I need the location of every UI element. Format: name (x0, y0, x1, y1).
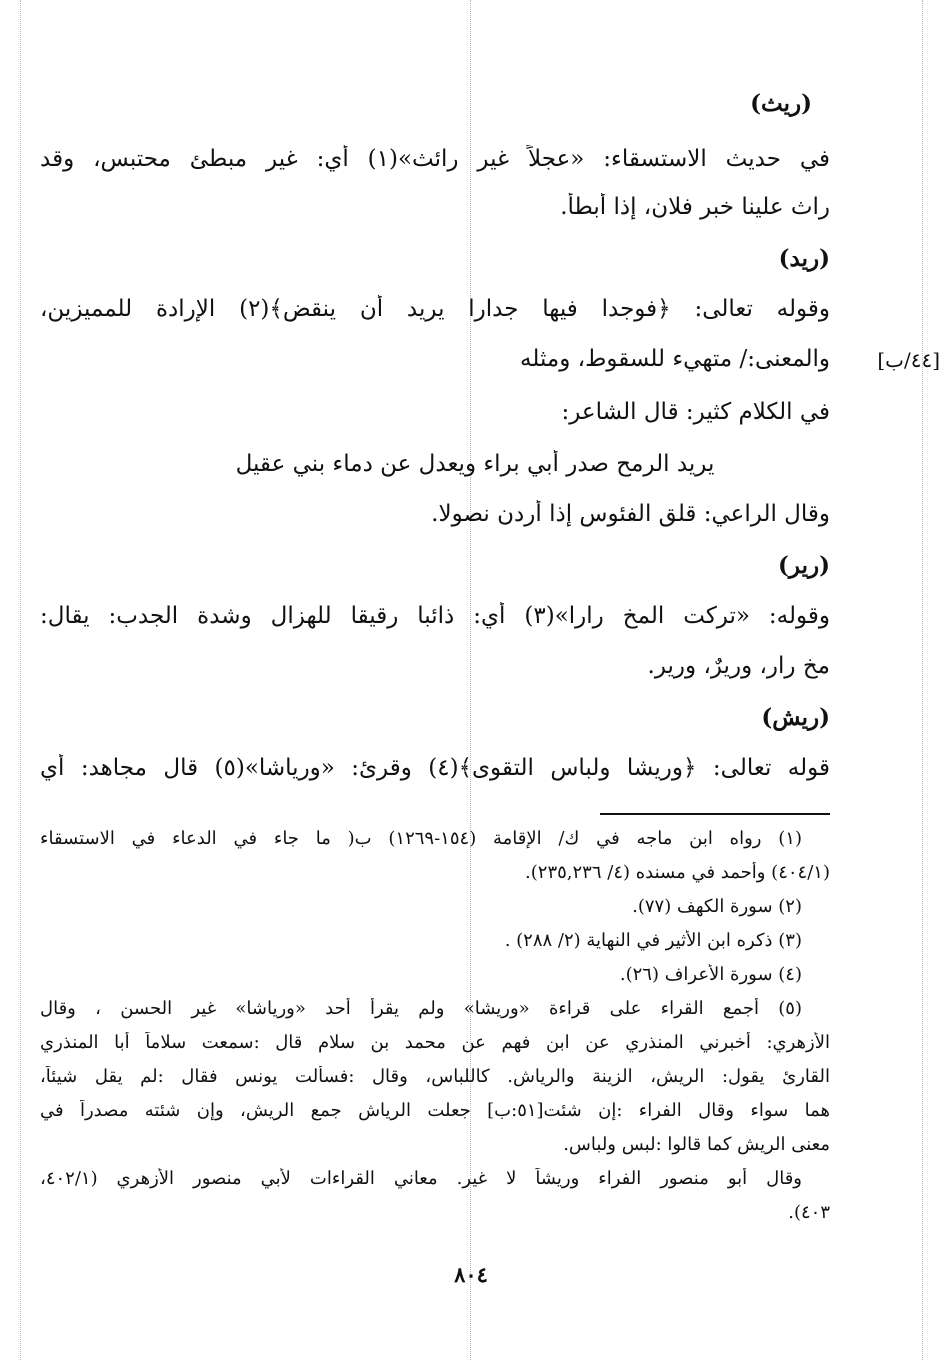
footnotes (40, 828, 830, 1236)
entry-line: في الكلام كثير: قال الشاعر: (561, 399, 830, 425)
footnote-line: (١) رواه ابن ماجه في ك/ الإقامة (١٥٤-١٢٦٩) ب( ما جاء في الدعاء في الاستسقاء (40, 828, 802, 849)
footnote-line: هما سواء وقال الفراء :إن شئت[٥١:ب] جعلت الرياش جمع الريش، وإن شئته مصدراً في (40, 1100, 830, 1121)
entry-reeth (40, 90, 830, 117)
entry-line: مخ رار، وريرٌ، ورير. (647, 653, 830, 679)
entry-line: قوله تعالى: ﴿وريشا ولباس التقوى﴾(٤) وقرئ: «ورياشا»(٥) قال مجاهد: أي (40, 755, 830, 781)
footnote-line: القارئ يقول: الريش، الزينة والرياش. كاللباس، وقال :فسألت يونس فقال :لم يقل شيئاً، (40, 1066, 830, 1087)
margin-note: [٤٤/ب] (877, 348, 940, 372)
footnote-line: (٣) ذكره ابن الأثير في النهاية (٢/ ٢٨٨) . (504, 930, 802, 951)
footnote-line: (٤٠٤/١) وأحمد في مسنده (٤/ ٢٣٥,٢٣٦). (525, 862, 830, 883)
footnote-separator (600, 813, 830, 815)
poetry-verse: يريد الرمح صدر أبي براء ويعدل عن دماء بني عقيل (235, 451, 715, 477)
entry-heading: (ريد) (778, 245, 830, 272)
page-number: ٨٠٤ (454, 1262, 488, 1287)
footnote-line: ٤٠٣). (788, 1202, 830, 1223)
page-guide-line-left (20, 0, 21, 1360)
entry-heading: (رير) (778, 552, 830, 579)
footnote-line: (٢) سورة الكهف (٧٧). (632, 896, 802, 917)
footnote-line: الأزهري: أخبرني المنذري عن ابن فهم عن محمد بن سلام قال :سمعت سلاماً أبا المنذري (40, 1032, 830, 1053)
footnote-line: (٤) سورة الأعراف (٢٦). (619, 964, 802, 985)
entry-line: وقوله تعالى: ﴿فوجدا فيها جدارا يريد أن ينقض﴾(٢) الإرادة للمميزين، (40, 296, 830, 322)
footnote-line: (٥) أجمع القراء على قراءة «وريشا» ولم يقرأ أحد «ورياشا» غير الحسن ، وقال (40, 998, 802, 1019)
footnote-line: وقال أبو منصور الفراء وريشاً لا غير. معاني القراءات لأبي منصور الأزهري (٤٠٢/١، (40, 1168, 802, 1189)
page-guide-line-right (922, 0, 923, 1360)
entry-line: في حديث الاستسقاء: «عجلاً غير رائث»(١) أي: غير مبطئ محتبس، وقد (40, 146, 830, 172)
entry-line-text: والمعنى:/ متهيء للسقوط، ومثله (520, 346, 830, 372)
footnote-line: معنى الريش كما قالوا :لبس ولباس. (563, 1134, 830, 1155)
entry-line: وقال الراعي: قلق الفئوس إذا أردن نصولا. (431, 501, 830, 527)
entry-heading: (ريش) (761, 704, 830, 731)
entry-line (40, 345, 830, 373)
entry-line: راث علينا خبر فلان، إذا أبطأ. (560, 194, 830, 220)
entry-line: وقوله: «تركت المخ رارا»(٣) أي: ذائبا رقيقا للهزال وشدة الجدب: يقال: (40, 603, 830, 629)
entry-heading: (ريث) (750, 90, 812, 117)
